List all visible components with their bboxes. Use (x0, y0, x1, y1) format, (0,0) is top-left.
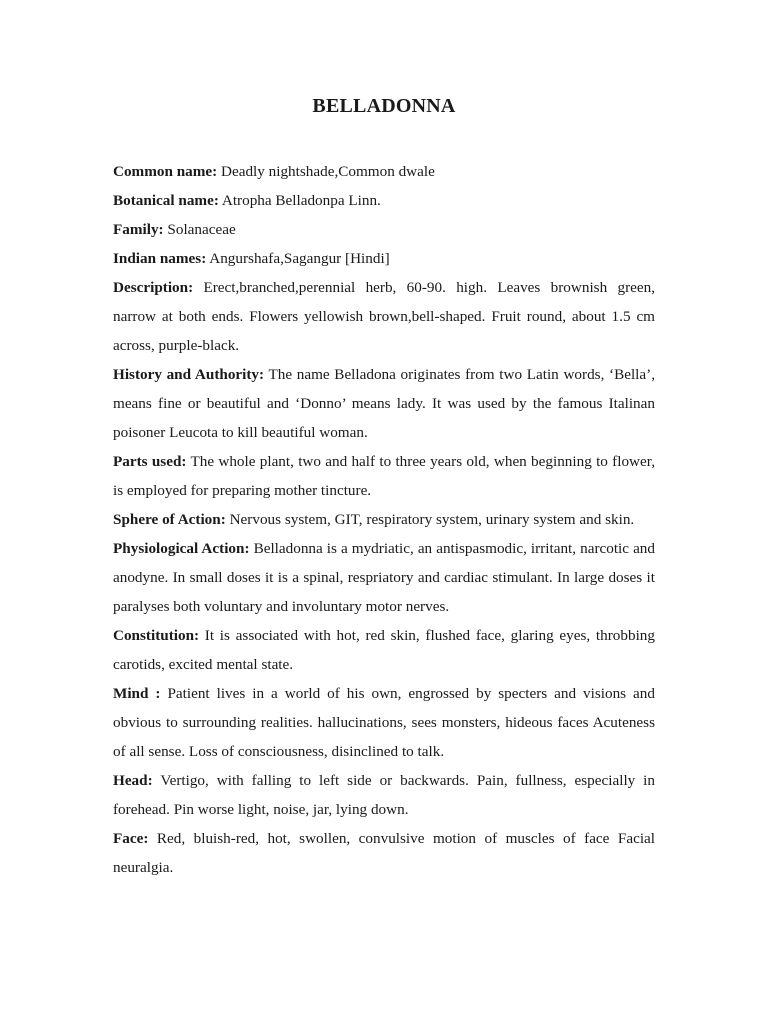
entry-text: The whole plant, two and half to three years old, when beginning to flower, is employed for preparing mother tincture. (113, 453, 655, 499)
entry-label: History and Authority: (113, 366, 265, 383)
entry-text: Solanaceae (163, 221, 236, 238)
entry-text: Patient lives in a world of his own, engrossed by specters and visions and obvious to surrounding realities. hallucinations, sees monsters, hideous faces Acuteness of all sense. Loss of consciousness, disinclined to talk. (113, 685, 655, 760)
entry-botanical-name (113, 186, 655, 215)
entry-label: Mind : (113, 685, 161, 702)
entry-text: Nervous system, GIT, respiratory system, urinary system and skin. (225, 511, 635, 528)
entry-text: Vertigo, with falling to left side or backwards. Pain, fullness, especially in forehead. Pin worse light, noise, jar, lying down. (113, 772, 655, 818)
entry-face (113, 824, 655, 882)
entry-label: Constitution: (113, 627, 200, 644)
entry-description (113, 273, 655, 360)
entry-physiological-action (113, 534, 655, 621)
entry-history-and-authority (113, 360, 655, 447)
entry-text: Angurshafa,Sagangur [Hindi] (206, 250, 390, 267)
entry-text: Belladonna is a mydriatic, an antispasmodic, irritant, narcotic and anodyne. In small doses it is a spinal, respriatory and cardiac stimulant. In large doses it paralyses both voluntary and involuntary motor nerves. (113, 540, 655, 615)
document-title: BELLADONNA (312, 95, 456, 117)
entry-text: It is associated with hot, red skin, flushed face, glaring eyes, throbbing carotids, excited mental state. (113, 627, 655, 673)
entry-indian-names (113, 244, 655, 273)
entry-label: Common name: (113, 163, 218, 180)
entry-label: Botanical name: (113, 192, 219, 209)
entry-family (113, 215, 655, 244)
entry-label: Indian names: (113, 250, 207, 267)
entry-label: Physiological Action: (113, 540, 250, 557)
entry-label: Head: (113, 772, 153, 789)
entry-mind (113, 679, 655, 766)
entry-label: Face: (113, 830, 149, 847)
entry-label: Parts used: (113, 453, 187, 470)
entry-text: Red, bluish-red, hot, swollen, convulsive motion of muscles of face Facial neuralgia. (113, 830, 655, 876)
document-body (113, 157, 655, 882)
entry-label: Description: (113, 279, 194, 296)
entry-parts-used (113, 447, 655, 505)
entry-text: Erect,branched,perennial herb, 60-90. high. Leaves brownish green, narrow at both ends. Flowers yellowish brown,bell-shaped. Fruit round, about 1.5 cm across, purple-black. (113, 279, 655, 354)
entry-head (113, 766, 655, 824)
entry-sphere-of-action (113, 505, 655, 534)
entry-text: Deadly nightshade,Common dwale (217, 163, 435, 180)
entry-label: Sphere of Action: (113, 511, 226, 528)
entry-label: Family: (113, 221, 164, 238)
entry-common-name (113, 157, 655, 186)
entry-text: Atropha Belladonpa Linn. (218, 192, 381, 209)
entry-constitution (113, 621, 655, 679)
entry-text: The name Belladona originates from two Latin words, ‘Bella’, means fine or beautiful and ‘Donno’ means lady. It was used by the famous Italinan poisoner Leucota to kill beautiful woman. (113, 366, 655, 441)
